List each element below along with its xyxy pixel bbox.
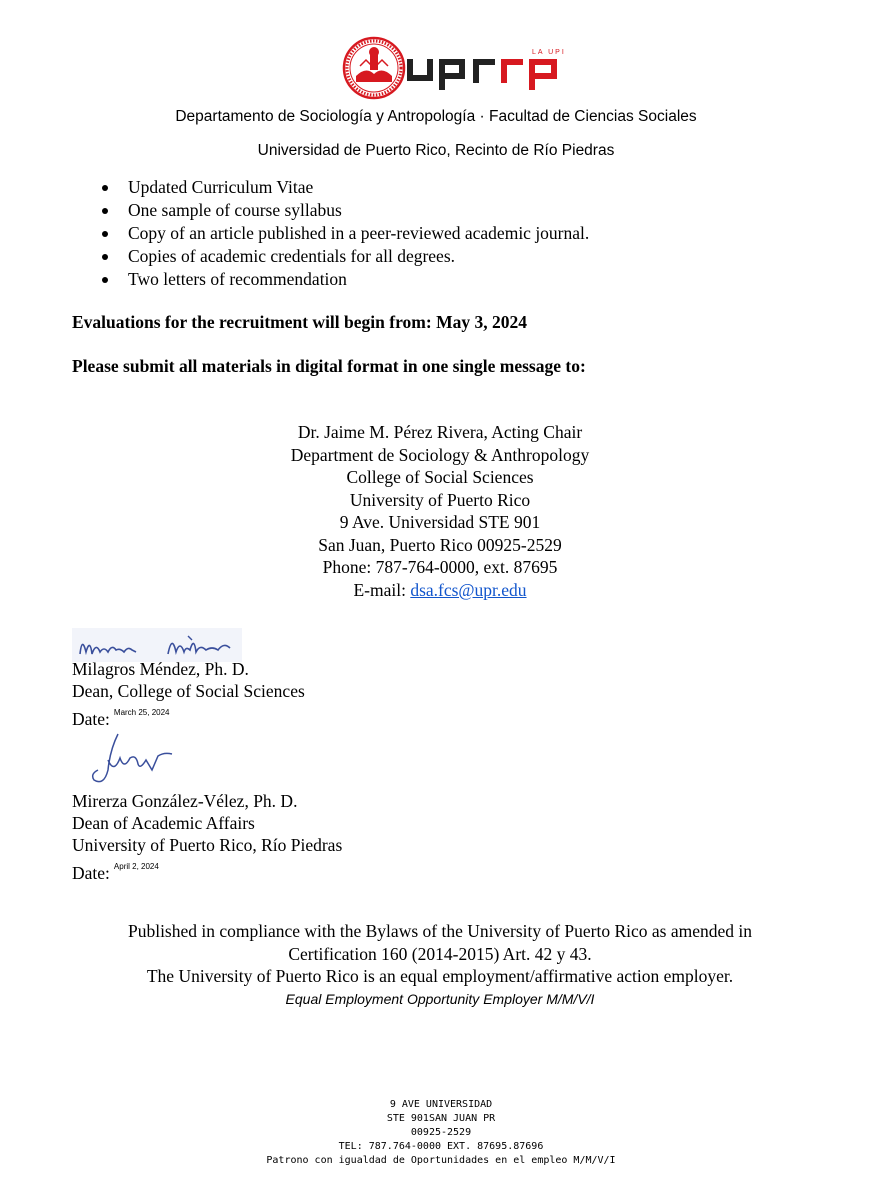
logo-text: upr rp xyxy=(404,46,407,47)
footer-line: 00925-2529 xyxy=(410,1127,472,1138)
signatory-title: Dean of Academic Affairs xyxy=(72,813,255,833)
email-link[interactable]: dsa.fcs@upr.edu xyxy=(410,579,527,600)
footer-line: STE 901SAN JUAN PR xyxy=(386,1113,496,1124)
uprrp-wordmark-logo xyxy=(404,46,580,90)
signatory-date-line xyxy=(72,856,342,884)
list-item: Copy of an article published in a peer-reviewed academic journal. xyxy=(98,222,589,245)
footer-line: TEL: 787.764-0000 EXT. 87695.87696 xyxy=(338,1141,544,1152)
signature-image-gonzalez xyxy=(80,730,180,792)
signatory-name: Mirerza González-Vélez, Ph. D. xyxy=(72,791,298,811)
signatory-institution: University of Puerto Rico, Río Piedras xyxy=(72,835,343,855)
list-item: One sample of course syllabus xyxy=(98,199,589,222)
evaluations-date-line: Evaluations for the recruitment will begin from: May 3, 2024 xyxy=(72,312,527,332)
list-item: Updated Curriculum Vitae xyxy=(98,176,589,199)
email-label: E-mail: xyxy=(353,579,411,600)
date-label: Date: xyxy=(72,709,110,729)
signatory-date-line xyxy=(72,702,305,730)
footer-line: Patrono con igualdad de Oportunidades en el empleo M/M/V/I xyxy=(266,1155,616,1166)
page-footer xyxy=(0,1098,872,1168)
contact-phone: Phone: 787-764-0000, ext. 87695 xyxy=(322,557,558,577)
contact-street: 9 Ave. Universidad STE 901 xyxy=(339,512,541,532)
contact-department: Department de Sociology & Anthropology xyxy=(290,444,590,465)
contact-name: Dr. Jaime M. Pérez Rivera, Acting Chair xyxy=(297,422,583,442)
contact-city: San Juan, Puerto Rico 00925-2529 xyxy=(318,534,562,555)
university-seal-logo xyxy=(342,36,406,100)
compliance-statement xyxy=(0,920,872,1010)
signatory-block-dean-social-sciences xyxy=(72,658,305,730)
contact-email-line xyxy=(0,579,872,602)
compliance-line: Certification 160 (2014-2015) Art. 42 y 43. xyxy=(288,943,592,964)
requirements-list xyxy=(98,176,589,291)
university-header: Universidad de Puerto Rico, Recinto de Río Piedras xyxy=(257,142,615,159)
signatory-name: Milagros Méndez, Ph. D. xyxy=(72,659,249,679)
signatory-block-dean-academic-affairs xyxy=(72,790,342,884)
contact-address-block xyxy=(0,421,872,601)
footer-line: 9 AVE UNIVERSIDAD xyxy=(389,1099,493,1110)
list-item: Two letters of recommendation xyxy=(98,268,589,291)
submission-instructions: Please submit all materials in digital format in one single message to: xyxy=(72,356,586,376)
logo-small-text: LA UPI xyxy=(532,49,566,56)
compliance-line: The University of Puerto Rico is an equal employment/affirmative action employer. xyxy=(146,966,734,986)
department-header: Departamento de Sociología y Antropología · Facultad de Ciencias Sociales xyxy=(175,108,697,125)
signatory-title: Dean, College of Social Sciences xyxy=(72,681,305,701)
compliance-line: Published in compliance with the Bylaws of the University of Puerto Rico as amended in xyxy=(127,921,753,941)
contact-college: College of Social Sciences xyxy=(346,467,534,487)
eeo-statement: Equal Employment Opportunity Employer M/M/V/I xyxy=(285,990,595,1007)
contact-university: University of Puerto Rico xyxy=(349,489,531,510)
signature-date: March 25, 2024 xyxy=(113,708,170,717)
signature-date: April 2, 2024 xyxy=(113,862,159,871)
date-label: Date: xyxy=(72,863,110,883)
list-item: Copies of academic credentials for all degrees. xyxy=(98,245,589,268)
